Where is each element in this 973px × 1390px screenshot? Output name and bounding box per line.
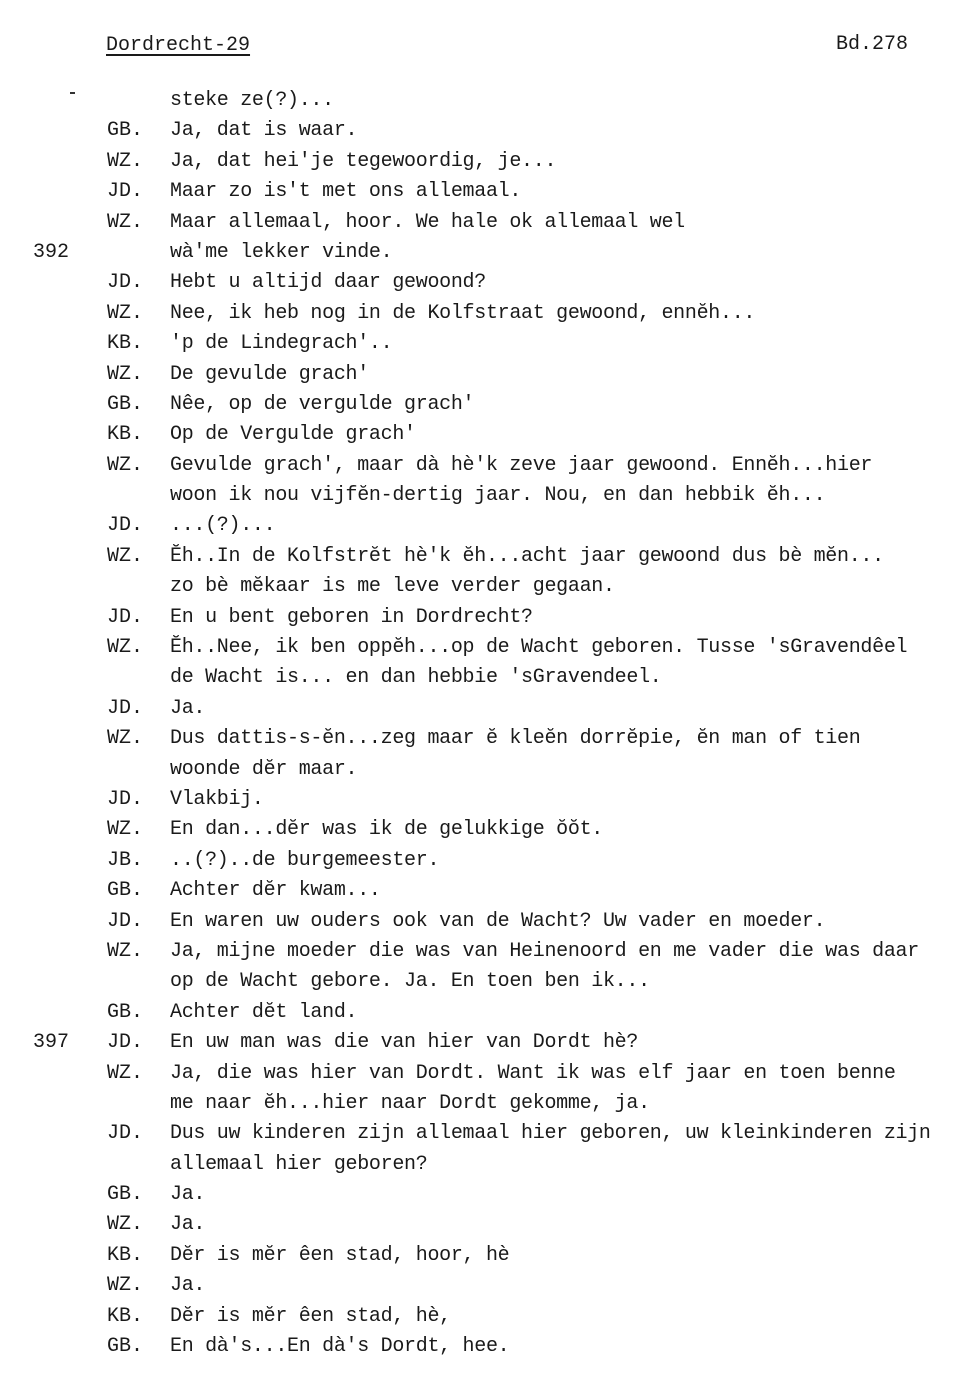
speaker-label: GB. xyxy=(107,392,144,416)
utterance-text: Maar allemaal, hoor. We hale ok allemaal wel xyxy=(170,210,685,234)
speaker-label: WZ. xyxy=(107,362,144,386)
utterance-text: zo bè mĕkaar is me leve verder gegaan. xyxy=(170,575,615,599)
utterance-text: Gevulde grach', maar dà hè'k zeve jaar gewoond. Ennĕh...hier xyxy=(170,453,873,477)
utterance-text: Op de Vergulde grach' xyxy=(170,423,416,447)
utterance-text: ..(?)..de burgemeester. xyxy=(170,848,440,872)
speaker-label: WZ. xyxy=(107,149,144,173)
speaker-label: JD. xyxy=(107,180,144,204)
utterance-text: Nêe, op de vergulde grach' xyxy=(170,392,475,416)
transcript-line xyxy=(0,815,973,845)
document-title: Dordrecht-29 xyxy=(106,34,251,57)
utterance-text: Dus uw kinderen zijn allemaal hier geboren, uw kleinkinderen zijn xyxy=(170,1122,931,1146)
transcript-line xyxy=(0,177,973,207)
speaker-label: JD. xyxy=(107,909,144,933)
utterance-text: Vlakbij. xyxy=(170,787,264,811)
utterance-text: woon ik nou vijfĕn-dertig jaar. Nou, en dan hebbik ĕh... xyxy=(170,484,826,508)
utterance-text: Ja. xyxy=(170,1213,206,1237)
utterance-text: Dĕr is mĕr êen stad, hè, xyxy=(170,1304,451,1328)
transcript-line xyxy=(0,907,973,937)
speaker-label: KB. xyxy=(107,423,144,447)
transcript-line xyxy=(0,846,973,876)
utterance-text: ...(?)... xyxy=(170,514,276,538)
utterance-text: allemaal hier geboren? xyxy=(170,1152,428,1176)
transcript-line xyxy=(0,785,973,815)
transcript-line xyxy=(0,208,973,238)
utterance-text: Dĕr is mĕr êen stad, hoor, hè xyxy=(170,1243,510,1267)
utterance-text: Ja. xyxy=(170,1183,206,1207)
speaker-label: KB. xyxy=(107,1304,144,1328)
utterance-text: En dà's...En dà's Dordt, hee. xyxy=(170,1335,510,1359)
transcript-line xyxy=(0,1119,973,1149)
transcript-line xyxy=(0,116,973,146)
utterance-text: Achter dĕt land. xyxy=(170,1000,358,1024)
speaker-label: WZ. xyxy=(107,939,144,963)
utterance-text: Maar zo is't met ons allemaal. xyxy=(170,180,522,204)
utterance-text: Dus dattis-s-ĕn...zeg maar ĕ kleĕn dorrĕpie, ĕn man of tien xyxy=(170,727,861,751)
speaker-label: JD. xyxy=(107,696,144,720)
transcript-line xyxy=(0,360,973,390)
transcript-line xyxy=(0,238,973,268)
utterance-text: 'p de Lindegrach'.. xyxy=(170,332,393,356)
speaker-label: WZ. xyxy=(107,301,144,325)
transcript-line xyxy=(0,876,973,906)
transcript-line xyxy=(0,268,973,298)
transcript-line xyxy=(0,633,973,663)
utterance-text: Ja, dat is waar. xyxy=(170,119,358,143)
speaker-label: JD. xyxy=(107,1122,144,1146)
utterance-text: op de Wacht gebore. Ja. En toen ben ik... xyxy=(170,970,650,994)
speaker-label: JB. xyxy=(107,848,144,872)
transcript-line xyxy=(0,1302,973,1332)
utterance-text: Achter dĕr kwam... xyxy=(170,879,381,903)
speaker-label: JD. xyxy=(107,605,144,629)
transcript-line xyxy=(0,420,973,450)
transcript-line xyxy=(0,147,973,177)
transcript-line xyxy=(0,603,973,633)
transcript-line xyxy=(0,755,973,785)
utterance-text: Ĕh..In de Kolfstrĕt hè'k ĕh...acht jaar gewoond dus bè mĕn... xyxy=(170,544,884,568)
line-number: 397 xyxy=(33,1031,70,1055)
utterance-text: Hebt u altijd daar gewoond? xyxy=(170,271,486,295)
speaker-label: WZ. xyxy=(107,453,144,477)
transcript-line xyxy=(0,1332,973,1362)
transcript-line xyxy=(0,1150,973,1180)
speaker-label: WZ. xyxy=(107,636,144,660)
transcript-line xyxy=(0,329,973,359)
transcript-line xyxy=(0,937,973,967)
speaker-label: WZ. xyxy=(107,727,144,751)
speaker-label: GB. xyxy=(107,879,144,903)
utterance-text: Ja, dat hei'je tegewoordig, je... xyxy=(170,149,557,173)
speaker-label: KB. xyxy=(107,1243,144,1267)
line-number: 392 xyxy=(33,240,70,264)
page-number: Bd.278 xyxy=(836,33,909,56)
transcript-line xyxy=(0,1180,973,1210)
transcript-line xyxy=(0,967,973,997)
speaker-label: JD. xyxy=(107,271,144,295)
speaker-label: WZ. xyxy=(107,1274,144,1298)
transcript-body xyxy=(0,86,973,1362)
utterance-text: steke ze(?)... xyxy=(170,89,334,112)
transcript-line xyxy=(0,1241,973,1271)
utterance-text: woonde dĕr maar. xyxy=(170,757,358,781)
transcript-line xyxy=(0,86,973,116)
utterance-text: me naar ĕh...hier naar Dordt gekomme, ja. xyxy=(170,1091,650,1115)
speaker-label: WZ. xyxy=(107,1213,144,1237)
transcript-line xyxy=(0,1089,973,1119)
utterance-text: Ja, die was hier van Dordt. Want ik was elf jaar en toen benne xyxy=(170,1061,896,1085)
utterance-text: Ja. xyxy=(170,1274,206,1298)
speaker-label: GB. xyxy=(107,1000,144,1024)
transcript-line xyxy=(0,663,973,693)
transcript-line xyxy=(0,572,973,602)
utterance-text: Ĕh..Nee, ik ben oppĕh...op de Wacht geboren. Tusse 'sGravendêel xyxy=(170,636,908,660)
utterance-text: Ja. xyxy=(170,696,206,720)
utterance-text: En u bent geboren in Dordrecht? xyxy=(170,605,533,629)
transcript-line xyxy=(0,694,973,724)
transcript-line xyxy=(0,1059,973,1089)
speaker-label: JD. xyxy=(107,1031,144,1055)
utterance-text: wà'me lekker vinde. xyxy=(170,240,393,264)
speaker-label: WZ. xyxy=(107,210,144,234)
utterance-text: De gevulde grach' xyxy=(170,362,369,386)
speaker-label: GB. xyxy=(107,119,144,143)
transcript-line xyxy=(0,724,973,754)
transcript-line xyxy=(0,1271,973,1301)
transcript-line xyxy=(0,390,973,420)
speaker-label: KB. xyxy=(107,332,144,356)
transcript-line xyxy=(0,998,973,1028)
speaker-label: JD. xyxy=(107,514,144,538)
speaker-label: WZ. xyxy=(107,1061,144,1085)
utterance-text: de Wacht is... en dan hebbie 'sGravendeel. xyxy=(170,666,662,690)
speaker-label: WZ. xyxy=(107,544,144,568)
transcript-line xyxy=(0,299,973,329)
speaker-label: GB. xyxy=(107,1183,144,1207)
speaker-label: JD. xyxy=(107,787,144,811)
transcript-line xyxy=(0,481,973,511)
transcript-line xyxy=(0,511,973,541)
transcript-line xyxy=(0,542,973,572)
utterance-text: Nee, ik heb nog in de Kolfstraat gewoond, ennĕh... xyxy=(170,301,756,325)
transcript-line xyxy=(0,1028,973,1058)
utterance-text: En uw man was die van hier van Dordt hè? xyxy=(170,1031,639,1055)
speaker-label: WZ. xyxy=(107,818,144,842)
utterance-text: En waren uw ouders ook van de Wacht? Uw vader en moeder. xyxy=(170,909,826,933)
transcript-line xyxy=(0,1210,973,1240)
transcript-line xyxy=(0,451,973,481)
utterance-text: Ja, mijne moeder die was van Heinenoord en me vader die was daar xyxy=(170,939,919,963)
speaker-label: GB. xyxy=(107,1335,144,1359)
utterance-text: En dan...dĕr was ik de gelukkige ŏŏt. xyxy=(170,818,603,842)
